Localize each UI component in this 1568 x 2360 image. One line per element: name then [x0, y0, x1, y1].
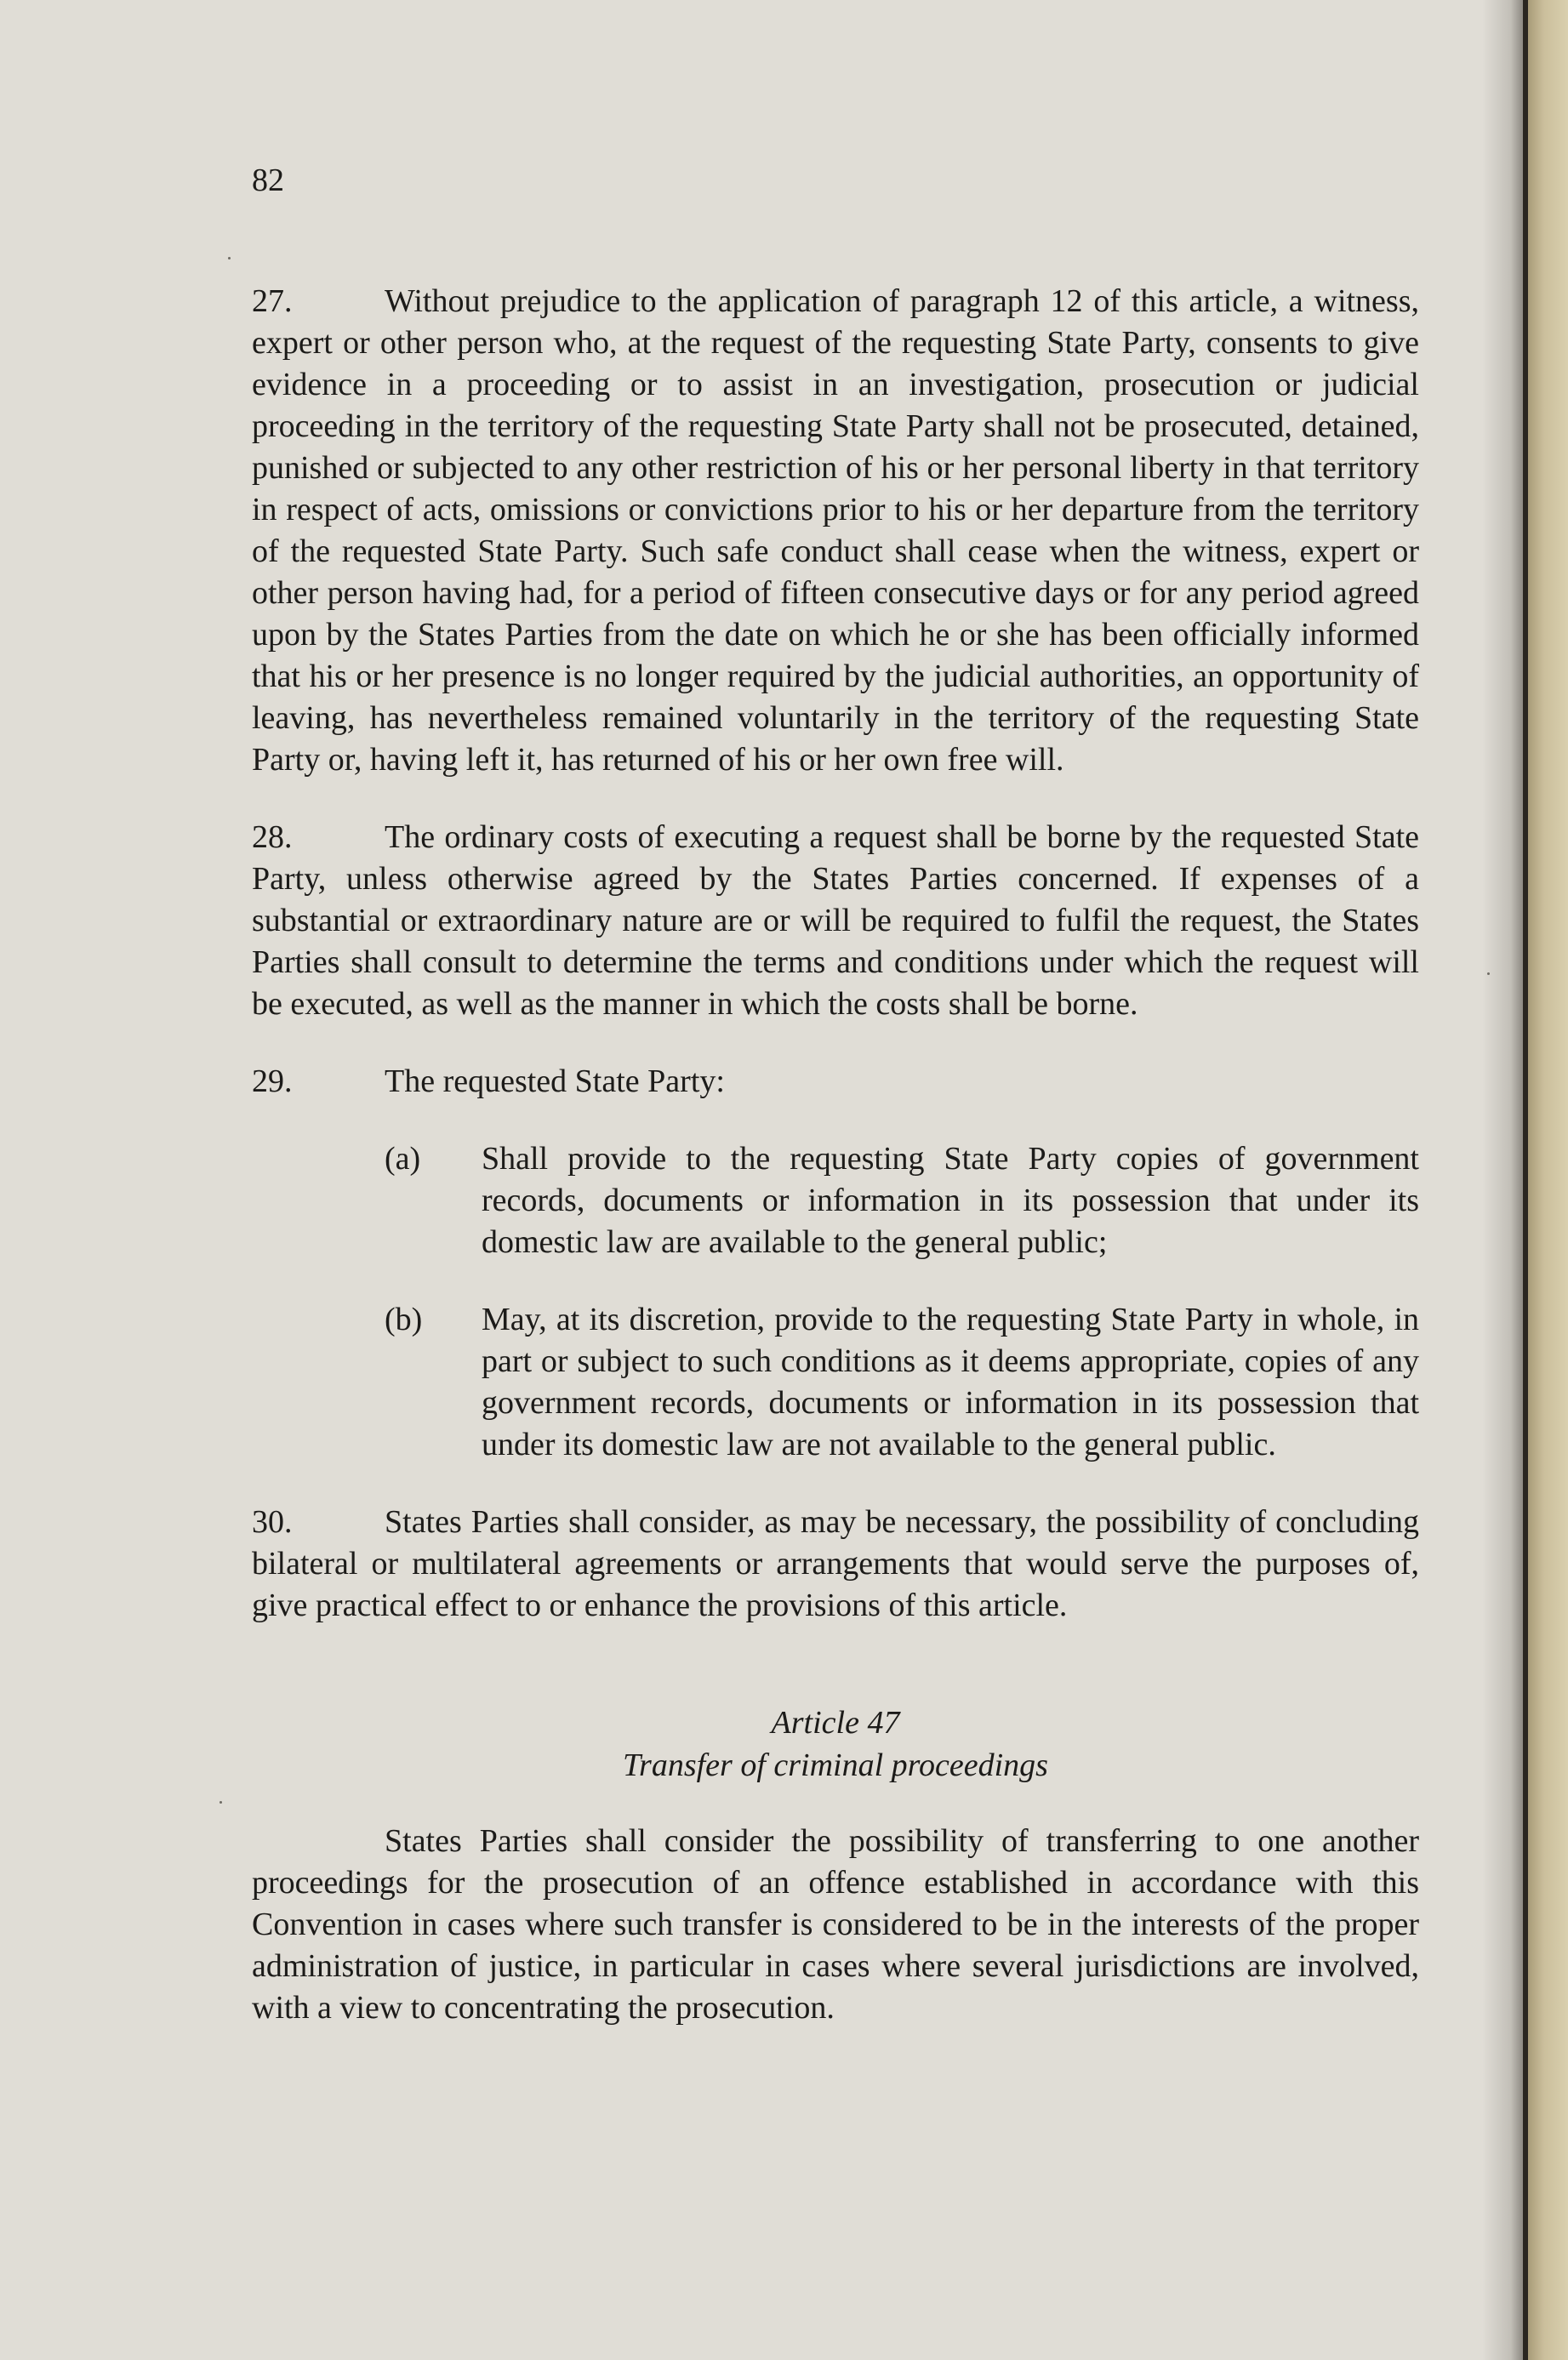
sub-item-label: (a)	[385, 1141, 421, 1177]
paper-speck	[1487, 972, 1490, 975]
paragraph-28	[252, 817, 1419, 1025]
paragraph-number: 27.	[252, 283, 293, 319]
paragraph-30	[252, 1502, 1419, 1627]
sub-item-text: Shall provide to the requesting State Party copies of government records, documents or information in its possession that under its domestic law are available to the general public;	[482, 1141, 1419, 1260]
sub-item-b	[252, 1299, 1419, 1466]
sub-item-text: May, at its discretion, provide to the requesting State Party in whole, in part or subject to such conditions as it deems appropriate, copies of any government records, documents or information in its possession that under its domestic law are not available to the general public.	[482, 1302, 1419, 1462]
paragraph-text: Without prejudice to the application of paragraph 12 of this article, a witness, expert or other person who, at the request of the requesting State Party, consents to give evidence in a proceeding or to assist in an investigation, prosecution or judicial proceeding in the territory of the requesting State Party shall not be prosecuted, detained, punished or subjected to any other restriction of his or her personal liberty in that territory in respect of acts, omissions or convictions prior to his or her departure from the territory of the requested State Party. Such safe conduct shall cease when the witness, expert or other person having had, for a period of fifteen consecutive days or for any period agreed upon by the States Parties from the date on which he or she has been officially informed that his or her presence is no longer required by the judicial authorities, an opportunity of leaving, has nevertheless remained voluntarily in the territory of the requesting State Party or, having left it, has returned of his or her own free will.	[252, 283, 1419, 778]
article-number: Article 47	[771, 1705, 900, 1741]
spine-shadow	[1482, 0, 1523, 2360]
paragraph-number: 30.	[252, 1504, 293, 1540]
paragraph-text: States Parties shall consider, as may be necessary, the possibility of concluding bilateral or multilateral agreements or arrangements that would serve the purposes of, give practical effect to or enhance the provisions of this article.	[252, 1504, 1419, 1623]
document-body	[252, 281, 1419, 2029]
paragraph-text: The ordinary costs of executing a request shall be borne by the requested State Party, unless otherwise agreed by the States Parties concerned. If expenses of a substantial or extraordinary nature are or will be required to fulfil the request, the States Parties shall consult to determine the terms and conditions under which the request will be executed, as well as the manner in which the costs shall be borne.	[252, 819, 1419, 1022]
paragraph-number: 28.	[252, 819, 293, 855]
article-title: Transfer of criminal proceedings	[623, 1747, 1048, 1783]
paper-speck	[228, 257, 231, 259]
paragraph-27	[252, 281, 1419, 781]
paragraph-29	[252, 1061, 1419, 1103]
article-heading-block	[252, 1702, 1419, 1787]
sub-item-a	[252, 1138, 1419, 1263]
page-number: 82	[252, 162, 284, 198]
adjacent-page-edge	[1528, 0, 1568, 2360]
article-47-text: States Parties shall consider the possibility of transferring to one another proceedings for the prosecution of an offence established in accordance with this Convention in cases where such transfer is considered to be in the interests of the proper administration of justice, in particular in cases where several jurisdictions are involved, with a view to concentrating the prosecution.	[252, 1823, 1419, 2026]
paper-speck	[220, 1801, 222, 1804]
paragraph-number: 29.	[252, 1063, 293, 1099]
sub-item-label: (b)	[385, 1302, 423, 1337]
paragraph-text: The requested State Party:	[385, 1063, 725, 1099]
